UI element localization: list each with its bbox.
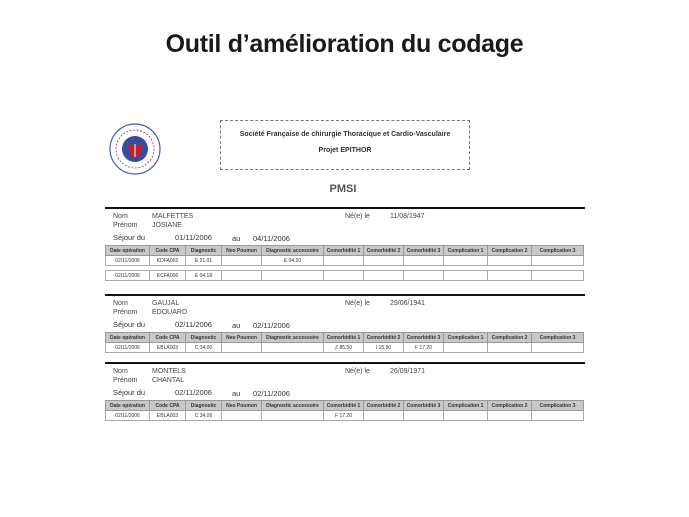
table-cell: F 17.20: [404, 343, 444, 353]
operations-table: [105, 400, 584, 421]
table-header-row: [106, 333, 584, 343]
table-cell: [262, 271, 324, 281]
table-row: [106, 256, 584, 266]
table-header-row: [106, 401, 584, 411]
table-cell: [532, 411, 584, 421]
column-header: Diagnostic accessoire: [262, 246, 324, 256]
column-header: Complication 3: [532, 401, 584, 411]
column-header: Comorbidité 3: [404, 333, 444, 343]
table-cell: 02/11/2006: [106, 343, 150, 353]
table-cell: E 04.20: [262, 256, 324, 266]
ne-le-label: Né(e) le: [345, 213, 370, 220]
table-cell: 02/11/2006: [106, 256, 150, 266]
table-cell: [262, 343, 324, 353]
column-header: Comorbidité 1: [324, 401, 364, 411]
table-cell: [222, 271, 262, 281]
column-header: Date opération: [106, 333, 150, 343]
table-cell: [364, 271, 404, 281]
column-header: Complication 3: [532, 246, 584, 256]
sejour-end: 02/11/2006: [253, 321, 290, 330]
header-box: [220, 120, 470, 170]
table-cell: [222, 411, 262, 421]
patient-dob: 11/08/1947: [390, 213, 425, 220]
table-cell: [488, 256, 532, 266]
sejour-label: Séjour du: [113, 388, 146, 397]
table-cell: [324, 271, 364, 281]
prenom-label: Prénom: [113, 377, 138, 384]
column-header: Code CPA: [150, 333, 186, 343]
table-row: [106, 271, 584, 281]
slide-title: Outil d’amélioration du codage: [165, 30, 524, 58]
table-cell: [532, 271, 584, 281]
table-cell: EBLA003: [150, 343, 186, 353]
table-cell: KDFA002: [150, 256, 186, 266]
patient-nom: MALFETTES: [152, 213, 194, 220]
sejour-au-label: au: [232, 234, 241, 243]
nom-label: Nom: [113, 213, 128, 220]
column-header: Diagnostic: [186, 401, 222, 411]
ne-le-label: Né(e) le: [345, 368, 370, 375]
column-header: Neo Poumon: [222, 246, 262, 256]
operations-table: [105, 332, 584, 353]
patient-block: [105, 362, 585, 419]
table-cell: KCFA006: [150, 271, 186, 281]
table-cell: 02/11/2006: [106, 271, 150, 281]
section-divider: [105, 207, 585, 209]
table-cell: [364, 411, 404, 421]
sejour-end: 04/11/2006: [253, 234, 290, 243]
patient-block: [105, 207, 585, 279]
patient-nom: MONTELS: [152, 368, 186, 375]
column-header: Date opération: [106, 246, 150, 256]
nom-label: Nom: [113, 300, 128, 307]
section-divider: [105, 294, 585, 296]
table-cell: [488, 411, 532, 421]
column-header: Complication 1: [444, 333, 488, 343]
column-header: Complication 1: [444, 401, 488, 411]
column-header: Code CPA: [150, 246, 186, 256]
column-header: Comorbidité 3: [404, 246, 444, 256]
table-cell: [222, 343, 262, 353]
nom-label: Nom: [113, 368, 128, 375]
table-cell: [222, 256, 262, 266]
society-logo: [108, 122, 162, 176]
ne-le-label: Né(e) le: [345, 300, 370, 307]
sejour-start: 02/11/2006: [175, 388, 212, 397]
table-cell: [488, 271, 532, 281]
column-header: Code CPA: [150, 401, 186, 411]
table-row: [106, 343, 584, 353]
patient-block: [105, 294, 585, 351]
table-cell: [532, 343, 584, 353]
table-cell: 02/11/2006: [106, 411, 150, 421]
table-cell: [262, 411, 324, 421]
sejour-au-label: au: [232, 389, 241, 398]
column-header: Complication 2: [488, 246, 532, 256]
column-header: Date opération: [106, 401, 150, 411]
table-cell: C 34.00: [186, 343, 222, 353]
sejour-start: 01/11/2006: [175, 233, 212, 242]
column-header: Diagnostic accessoire: [262, 401, 324, 411]
column-header: Diagnostic: [186, 246, 222, 256]
column-header: Comorbidité 2: [364, 333, 404, 343]
column-header: Complication 2: [488, 401, 532, 411]
table-cell: Z 85.50: [324, 343, 364, 353]
table-cell: [444, 411, 488, 421]
table-header-row: [106, 246, 584, 256]
patient-nom: GAUJAL: [152, 300, 180, 307]
column-header: Comorbidité 3: [404, 401, 444, 411]
sejour-start: 02/11/2006: [175, 320, 212, 329]
column-header: Complication 3: [532, 333, 584, 343]
table-cell: [444, 256, 488, 266]
sejour-label: Séjour du: [113, 233, 146, 242]
table-cell: I 15.90: [364, 343, 404, 353]
patient-prenom: CHANTAL: [152, 377, 185, 384]
patient-prenom: JOSIANE: [152, 222, 182, 229]
column-header: Comorbidité 1: [324, 246, 364, 256]
table-cell: [404, 271, 444, 281]
patient-prenom: EDOUARD: [152, 309, 188, 316]
table-row: [106, 411, 584, 421]
table-cell: [532, 256, 584, 266]
prenom-label: Prénom: [113, 222, 138, 229]
table-cell: [404, 411, 444, 421]
column-header: Diagnostic accessoire: [262, 333, 324, 343]
column-header: Comorbidité 2: [364, 401, 404, 411]
table-cell: [364, 256, 404, 266]
patient-dob: 26/09/1971: [390, 368, 426, 375]
column-header: Comorbidité 1: [324, 333, 364, 343]
table-cell: [444, 343, 488, 353]
operations-table: [105, 245, 584, 281]
table-cell: [488, 343, 532, 353]
table-cell: E 21.01: [186, 256, 222, 266]
column-header: Complication 1: [444, 246, 488, 256]
table-cell: C 34.06: [186, 411, 222, 421]
sejour-end: 02/11/2006: [253, 389, 290, 398]
column-header: Comorbidité 2: [364, 246, 404, 256]
header-society: Société Française de chirurgie Thoracique et Cardio-Vasculaire: [239, 131, 451, 138]
table-cell: [404, 256, 444, 266]
table-cell: [444, 271, 488, 281]
header-project: Projet EPITHOR: [318, 147, 372, 154]
section-divider: [105, 362, 585, 364]
table-cell: E 04.18: [186, 271, 222, 281]
column-header: Neo Poumon: [222, 401, 262, 411]
patient-dob: 29/06/1941: [390, 300, 426, 307]
column-header: Complication 2: [488, 333, 532, 343]
sejour-label: Séjour du: [113, 320, 146, 329]
sejour-au-label: au: [232, 321, 241, 330]
table-cell: F 17.20: [324, 411, 364, 421]
pmsi-title: PMSI: [329, 183, 357, 195]
column-header: Neo Poumon: [222, 333, 262, 343]
column-header: Diagnostic: [186, 333, 222, 343]
prenom-label: Prénom: [113, 309, 138, 316]
table-cell: EBLA003: [150, 411, 186, 421]
table-cell: [324, 256, 364, 266]
